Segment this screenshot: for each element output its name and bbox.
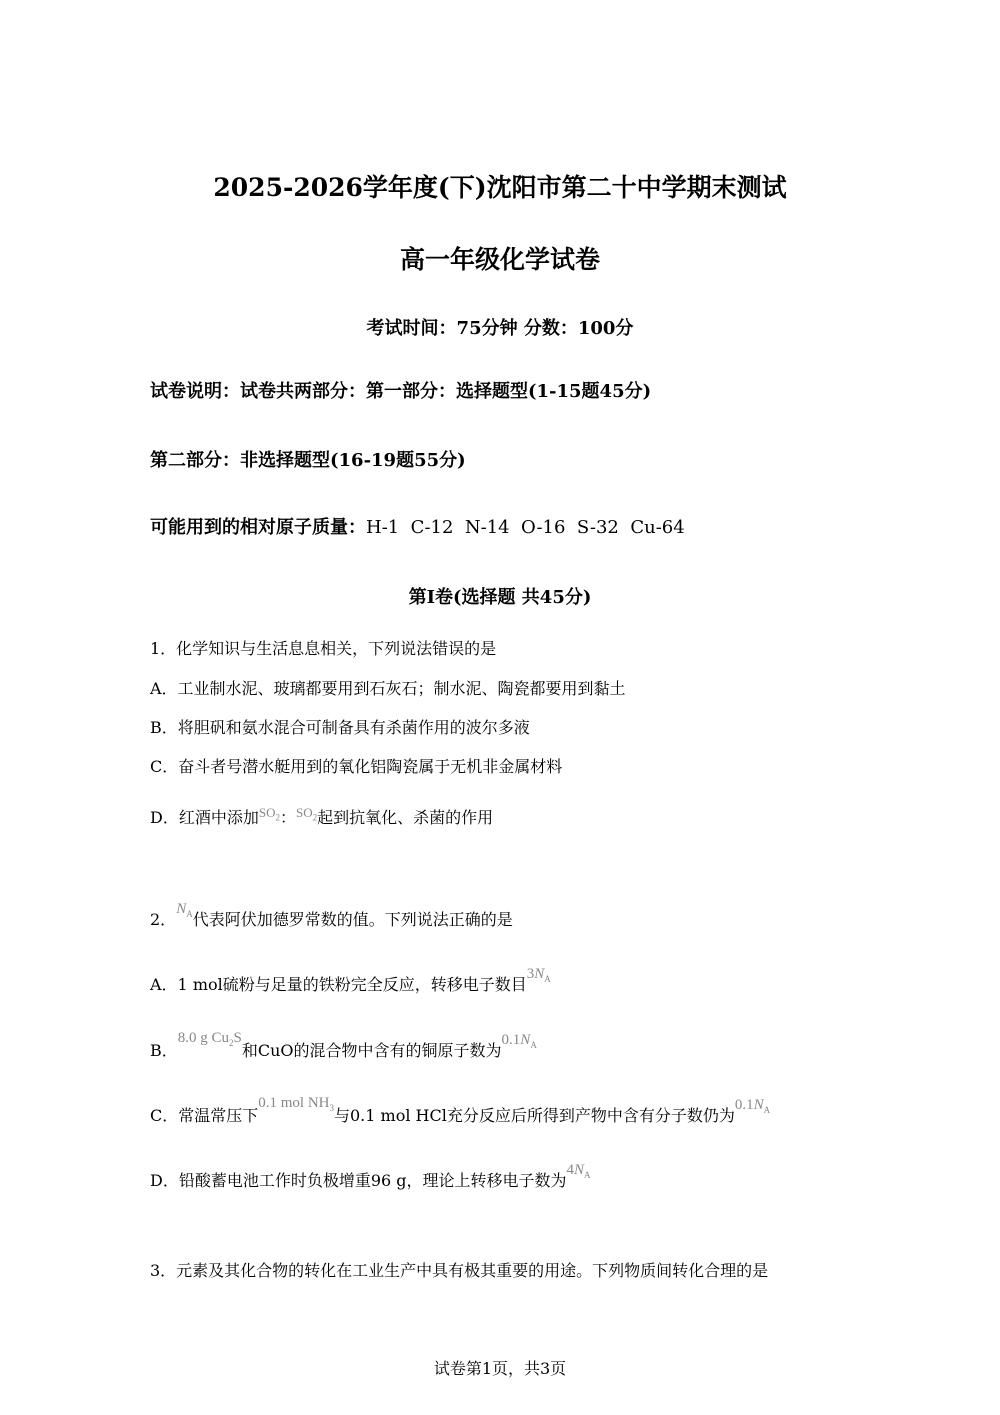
question-2-number: 2．	[150, 910, 177, 929]
question-1-option-b: B．将胆矾和氨水混合可制备具有杀菌作用的波尔多液	[150, 718, 530, 737]
question-2-stem-text: 代表阿伏加德罗常数的值。下列说法正确的是	[192, 910, 513, 929]
question-1-option-c: C．奋斗者号潜水艇用到的氧化铝陶瓷属于无机非金属材料	[150, 757, 563, 776]
option-d-prefix: D．红酒中添加	[150, 808, 259, 827]
page-footer: 试卷第1页，共3页	[433, 1359, 567, 1378]
question-2-option-d	[150, 1162, 591, 1198]
question-1-stem: 1．化学知识与生活息息相关，下列说法错误的是	[150, 639, 497, 658]
option-a-text: A．1 mol硫粉与足量的铁粉完全反应，转移电子数目	[150, 975, 527, 994]
option-a-value: $3N_A$	[526, 966, 551, 984]
option-b-prefix: B．	[150, 1041, 178, 1060]
formula-so2-second: SO2	[295, 805, 318, 823]
question-2-option-b	[150, 1030, 537, 1068]
instructions-line-1: 试卷说明：试卷共两部分：第一部分：选择题型(1-15题45分)	[150, 381, 652, 402]
section-title: 第Ⅰ卷(选择题 共45分)	[408, 587, 592, 608]
atomic-mass-label: 可能用到的相对原子质量：	[150, 517, 366, 538]
instructions-line-2: 第二部分：非选择题型(16-19题55分)	[150, 450, 466, 471]
question-2-option-c	[150, 1095, 771, 1133]
exam-time-score: 考试时间：75分钟 分数：100分	[366, 318, 634, 339]
option-c-value: $0.1N_A$	[734, 1097, 771, 1115]
option-c-text: 与0.1 mol HCl充分反应后所得到产物中含有分子数仍为	[334, 1106, 735, 1125]
question-1-option-a: A．工业制水泥、玻璃都要用到石灰石；制水泥、陶瓷都要用到黏土	[150, 679, 626, 698]
formula-nh3: 0.1 mol $NH_3$	[258, 1095, 334, 1113]
atomic-mass-line	[150, 517, 685, 539]
option-c-prefix: C．常温常压下	[150, 1106, 259, 1125]
exam-title: 2025-2026学年度(下)沈阳市第二十中学期末测试	[213, 173, 787, 202]
question-2-option-a	[150, 966, 551, 1002]
question-2-stem	[150, 901, 513, 937]
formula-so2: SO2	[258, 805, 280, 823]
option-d-text: D．铅酸蓄电池工作时负极增重96 g，理论上转移电子数为	[150, 1171, 567, 1190]
atomic-mass-values: H-1 C-12 N-14 O-16 S-32 Cu-64	[366, 517, 685, 538]
option-b-text: 和CuO的混合物中含有的铜原子数为	[241, 1041, 502, 1060]
avogadro-symbol: $N_A$	[176, 901, 193, 919]
formula-cu2s: 8.0 g $Cu_2S$	[177, 1030, 242, 1048]
option-d-colon: ：	[279, 808, 296, 827]
question-3-stem: 3．元素及其化合物的转化在工业生产中具有极其重要的用途。下列物质间转化合理的是	[150, 1261, 769, 1280]
question-1-option-d	[150, 807, 493, 835]
exam-subtitle: 高一年级化学试卷	[399, 245, 600, 274]
option-d-value: $4N_A$	[566, 1162, 591, 1180]
option-d-suffix: 起到抗氧化、杀菌的作用	[317, 808, 494, 827]
option-b-value: $0.1N_A$	[501, 1032, 537, 1050]
